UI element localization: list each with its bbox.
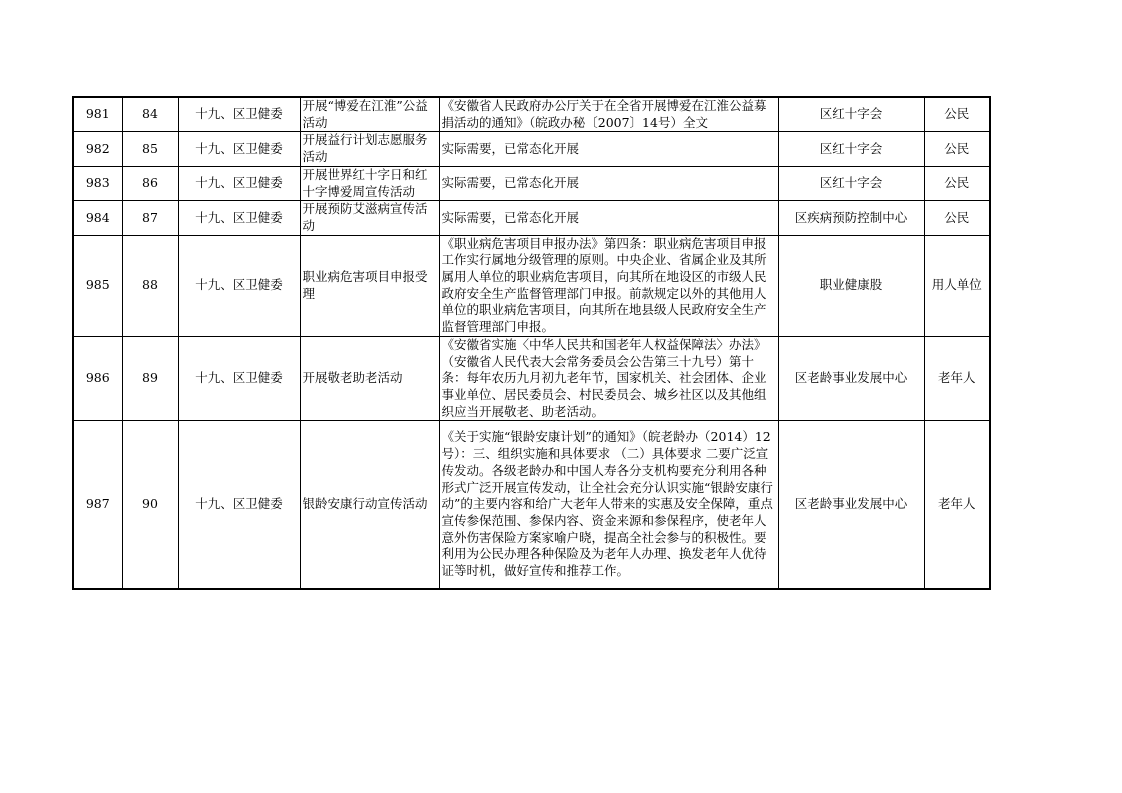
item-cell: 开展世界红十字日和红十字博爱周宣传活动: [300, 166, 439, 200]
dept-cell: 十九、区卫健委: [178, 166, 300, 200]
dept-cell: 十九、区卫健委: [178, 421, 300, 589]
seq-cell: 987: [73, 421, 122, 589]
seq-cell: 982: [73, 132, 122, 166]
unit-cell: 区老龄事业发展中心: [778, 421, 924, 589]
item-cell: 开展益行计划志愿服务活动: [300, 132, 439, 166]
target-cell: 老年人: [924, 421, 990, 589]
basis-cell: 实际需要，已常态化开展: [439, 201, 778, 235]
seq-cell: 986: [73, 336, 122, 421]
table-row: [73, 132, 990, 166]
table-row: [73, 97, 990, 132]
table-row: [73, 201, 990, 235]
table-row: [73, 421, 990, 589]
dept-cell: 十九、区卫健委: [178, 336, 300, 421]
unit-cell: 区红十字会: [778, 166, 924, 200]
table-row: [73, 336, 990, 421]
basis-cell: 实际需要，已常态化开展: [439, 132, 778, 166]
seq-cell: 983: [73, 166, 122, 200]
target-cell: 用人单位: [924, 235, 990, 336]
dept-cell: 十九、区卫健委: [178, 97, 300, 132]
target-cell: 公民: [924, 132, 990, 166]
target-cell: 公民: [924, 97, 990, 132]
item-cell: 开展敬老助老活动: [300, 336, 439, 421]
dept-cell: 十九、区卫健委: [178, 132, 300, 166]
target-cell: 公民: [924, 166, 990, 200]
basis-cell: 实际需要，已常态化开展: [439, 166, 778, 200]
num-cell: 86: [122, 166, 178, 200]
seq-cell: 984: [73, 201, 122, 235]
item-cell: 职业病危害项目申报受理: [300, 235, 439, 336]
unit-cell: 区红十字会: [778, 97, 924, 132]
target-cell: 公民: [924, 201, 990, 235]
seq-cell: 981: [73, 97, 122, 132]
num-cell: 84: [122, 97, 178, 132]
num-cell: 89: [122, 336, 178, 421]
basis-cell: 《安徽省人民政府办公厅关于在全省开展博爱在江淮公益募捐活动的通知》（皖政办秘〔2007〕14号）全文: [439, 97, 778, 132]
unit-cell: 区疾病预防控制中心: [778, 201, 924, 235]
dept-cell: 十九、区卫健委: [178, 201, 300, 235]
basis-cell: 《关于实施“银龄安康计划”的通知》（皖老龄办（2014）12号）：三、组织实施和具体要求 （二）具体要求 二要广泛宣传发动。各级老龄办和中国人寿各分支机构要充分利用各种形式广泛开展宣传发动，让全社会充分认识实施“银龄安康行动”的主要内容和给广大老年人带来的实惠及安全保障，重点宣传参保范围、参保内容、资金来源和参保程序，使老年人意外伤害保险方案家喻户晓，提高全社会参与的积极性。要利用为公民办理各种保险及为老年人办理、换发老年人优待证等时机，做好宣传和推荐工作。: [439, 421, 778, 589]
num-cell: 88: [122, 235, 178, 336]
target-cell: 老年人: [924, 336, 990, 421]
seq-cell: 985: [73, 235, 122, 336]
item-cell: 银龄安康行动宣传活动: [300, 421, 439, 589]
table-row: [73, 166, 990, 200]
item-cell: 开展“博爱在江淮”公益活动: [300, 97, 439, 132]
table-row: [73, 235, 990, 336]
items-table: [72, 96, 991, 590]
dept-cell: 十九、区卫健委: [178, 235, 300, 336]
basis-cell: 《职业病危害项目申报办法》第四条：职业病危害项目申报工作实行属地分级管理的原则。中央企业、省属企业及其所属用人单位的职业病危害项目，向其所在地设区的市级人民政府安全生产监督管理部门申报。前款规定以外的其他用人单位的职业病危害项目，向其所在地县级人民政府安全生产监督管理部门申报。: [439, 235, 778, 336]
unit-cell: 职业健康股: [778, 235, 924, 336]
num-cell: 87: [122, 201, 178, 235]
unit-cell: 区红十字会: [778, 132, 924, 166]
num-cell: 85: [122, 132, 178, 166]
num-cell: 90: [122, 421, 178, 589]
basis-cell: 《安徽省实施〈中华人民共和国老年人权益保障法〉办法》（安徽省人民代表大会常务委员会公告第三十九号）第十条：每年农历九月初九老年节，国家机关、社会团体、企业事业单位、居民委员会、村民委员会、城乡社区以及其他组织应当开展敬老、助老活动。: [439, 336, 778, 421]
unit-cell: 区老龄事业发展中心: [778, 336, 924, 421]
item-cell: 开展预防艾滋病宣传活动: [300, 201, 439, 235]
